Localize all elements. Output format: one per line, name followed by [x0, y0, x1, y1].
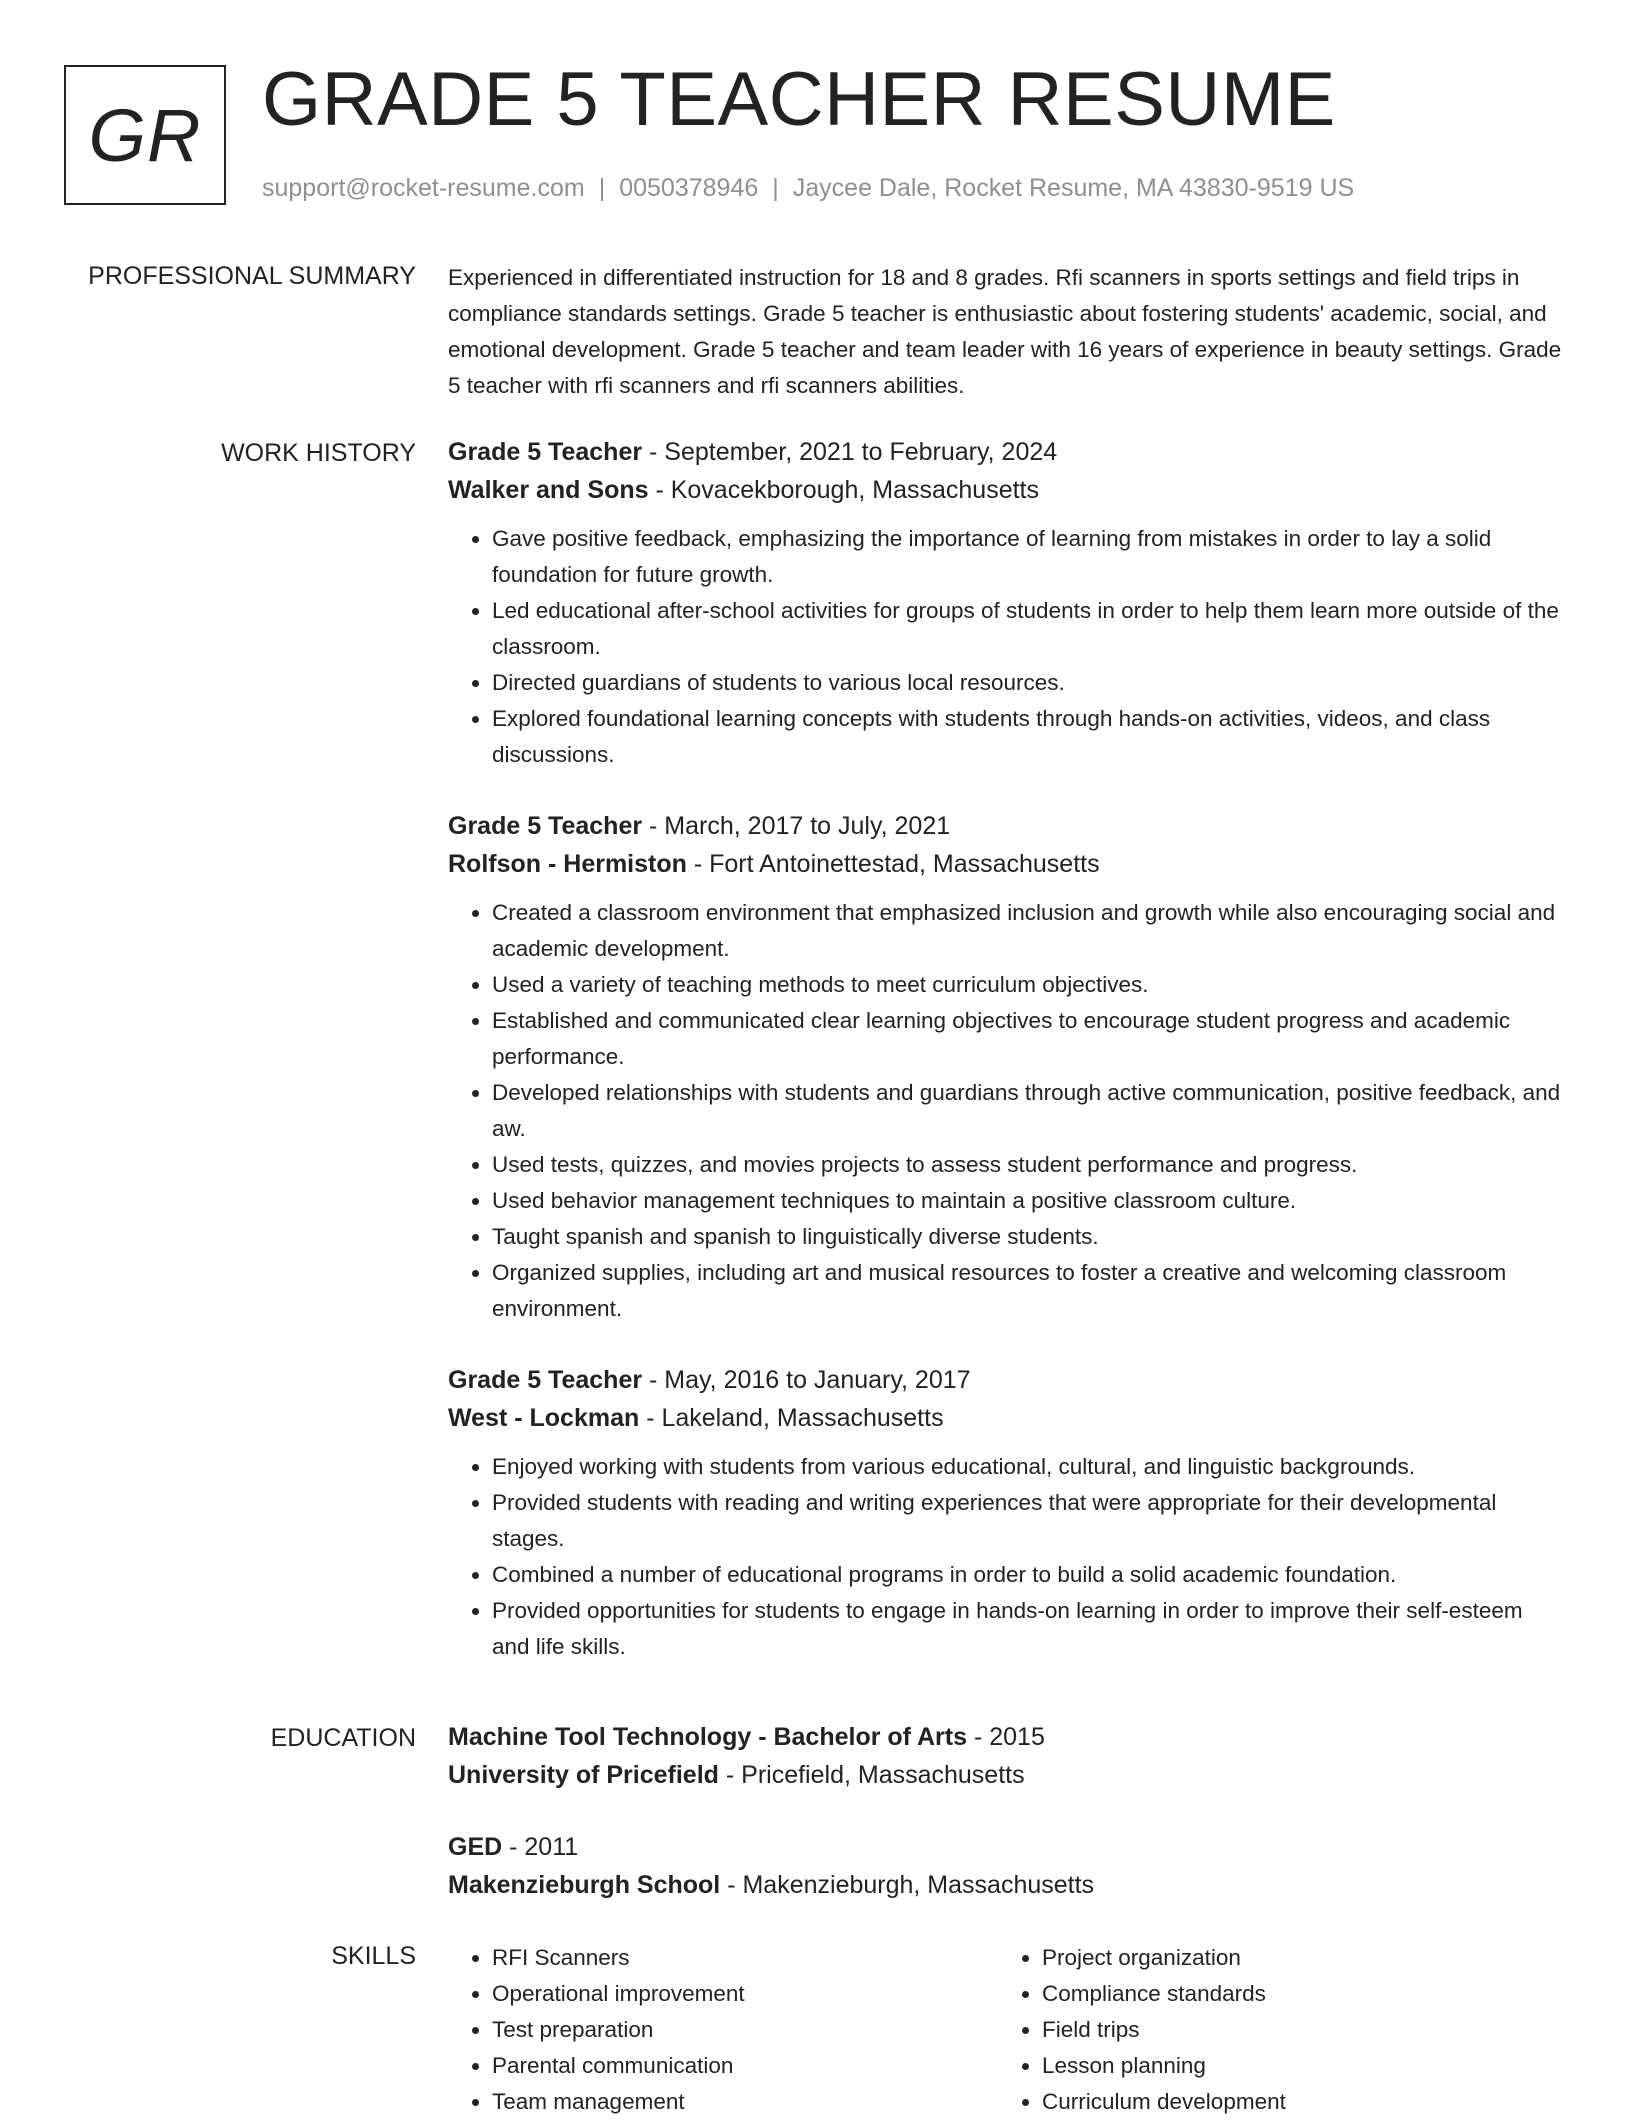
contact-line	[262, 174, 1354, 203]
job-company-line	[448, 845, 1566, 883]
job-company-line	[448, 1399, 1566, 1437]
job-title-line	[448, 1361, 1566, 1399]
job-company-line	[448, 471, 1566, 509]
resume-title: GRADE 5 TEACHER RESUME	[262, 57, 1336, 142]
monogram-initials: GR	[88, 93, 202, 177]
skill-item: • Team management	[492, 2084, 998, 2120]
education-degree: GED	[448, 1833, 503, 1861]
job-bullet: • Directed guardians of students to various local resources.	[492, 665, 1566, 701]
contact-phone[interactable]: 0050378946	[619, 174, 759, 202]
education-degree: Machine Tool Technology - Bachelor of Arts	[448, 1723, 968, 1751]
job-company: Rolfson - Hermiston	[448, 850, 687, 878]
education-location: - Pricefield, Massachusetts	[718, 1761, 1025, 1789]
job-company: West - Lockman	[448, 1404, 640, 1432]
job-bullet: • Gave positive feedback, emphasizing the importance of learning from mistakes in order to lay a solid foundation for future growth.	[492, 521, 1566, 593]
job-title: Grade 5 Teacher	[448, 812, 643, 840]
job-entry	[448, 1361, 1566, 1665]
monogram-box	[64, 65, 226, 205]
education-school: Makenzieburgh School	[448, 1871, 721, 1899]
job-dates: - May, 2016 to January, 2017	[642, 1366, 971, 1394]
education-degree-line	[448, 1718, 1566, 1756]
job-bullets	[448, 895, 1566, 1327]
job-location: - Lakeland, Massachusetts	[639, 1404, 944, 1432]
job-bullet: • Provided students with reading and writing experiences that were appropriate for their developmental stages.	[492, 1485, 1566, 1557]
skill-item: • Project organization	[1042, 1940, 1548, 1976]
skill-item: • Parental communication	[492, 2048, 998, 2084]
job-bullet: • Taught spanish and spanish to linguistically diverse students.	[492, 1219, 1566, 1255]
job-title-line	[448, 433, 1566, 471]
job-bullet: • Created a classroom environment that emphasized inclusion and growth while also encouraging social and academic development.	[492, 895, 1566, 967]
job-dates: - March, 2017 to July, 2021	[642, 812, 951, 840]
job-bullet: • Provided opportunities for students to engage in hands-on learning in order to improve their self-esteem and life skills.	[492, 1593, 1566, 1665]
skill-item: • Compliance standards	[1042, 1976, 1548, 2012]
job-bullet: • Developed relationships with students and guardians through active communication, positive feedback, and aw.	[492, 1075, 1566, 1147]
contact-separator: |	[598, 174, 606, 202]
job-title: Grade 5 Teacher	[448, 438, 643, 466]
section-label-education: EDUCATION	[270, 1724, 416, 1752]
skill-item: • Field trips	[1042, 2012, 1548, 2048]
job-bullet: • Organized supplies, including art and musical resources to foster a creative and welcoming classroom environment.	[492, 1255, 1566, 1327]
job-bullet: • Used a variety of teaching methods to meet curriculum objectives.	[492, 967, 1566, 1003]
job-title-line	[448, 807, 1566, 845]
job-bullet: • Established and communicated clear learning objectives to encourage student progress and academic performance.	[492, 1003, 1566, 1075]
contact-email[interactable]: support@rocket-resume.com	[262, 174, 585, 202]
job-company: Walker and Sons	[448, 476, 649, 504]
education-year: - 2015	[967, 1723, 1045, 1751]
job-bullet: • Explored foundational learning concepts with students through hands-on activities, videos, and class discussions.	[492, 701, 1566, 773]
summary-text: Experienced in differentiated instruction for 18 and 8 grades. Rfi scanners in sports settings and field trips in compliance standards settings. Grade 5 teacher is enthusiastic about fostering students' academic, social, and emotional development. Grade 5 teacher and team leader with 16 years of experience in beauty settings. Grade 5 teacher with rfi scanners and rfi scanners abilities.	[448, 265, 1562, 398]
job-title: Grade 5 Teacher	[448, 1366, 643, 1394]
job-bullets	[448, 521, 1566, 773]
skills-list-right	[998, 1940, 1548, 2120]
skills-list-left	[448, 1940, 998, 2120]
education-school-line	[448, 1756, 1566, 1794]
education-entry	[448, 1718, 1566, 1794]
skills-columns	[448, 1940, 1566, 2120]
section-label-work-history: WORK HISTORY	[221, 439, 416, 467]
job-entry	[448, 433, 1566, 773]
education-school: University of Pricefield	[448, 1761, 719, 1789]
job-bullets	[448, 1449, 1566, 1665]
job-location: - Fort Antoinettestad, Massachusetts	[686, 850, 1100, 878]
education-location: - Makenzieburgh, Massachusetts	[720, 1871, 1095, 1899]
job-bullet: • Used behavior management techniques to maintain a positive classroom culture.	[492, 1183, 1566, 1219]
skill-item: • Operational improvement	[492, 1976, 998, 2012]
job-bullet: • Led educational after-school activities for groups of students in order to help them learn more outside of the classroom.	[492, 593, 1566, 665]
skill-item: • Test preparation	[492, 2012, 998, 2048]
skill-item: • RFI Scanners	[492, 1940, 998, 1976]
skill-item: • Lesson planning	[1042, 2048, 1548, 2084]
contact-address: Jaycee Dale, Rocket Resume, MA 43830-9519 US	[792, 174, 1355, 202]
education-entry	[448, 1828, 1566, 1904]
job-bullet: • Used tests, quizzes, and movies projects to assess student performance and progress.	[492, 1147, 1566, 1183]
education-school-line	[448, 1866, 1566, 1904]
job-location: - Kovacekborough, Massachusetts	[648, 476, 1039, 504]
section-label-skills: SKILLS	[331, 1942, 416, 1970]
skill-item: • Curriculum development	[1042, 2084, 1548, 2120]
job-dates: - September, 2021 to February, 2024	[642, 438, 1058, 466]
job-bullet: • Combined a number of educational programs in order to build a solid academic foundation.	[492, 1557, 1566, 1593]
contact-separator: |	[772, 174, 779, 202]
job-entry	[448, 807, 1566, 1327]
education-year: - 2011	[502, 1833, 579, 1861]
section-label-summary: PROFESSIONAL SUMMARY	[88, 262, 416, 290]
job-bullet: • Enjoyed working with students from various educational, cultural, and linguistic backgrounds.	[492, 1449, 1566, 1485]
education-degree-line	[448, 1828, 1566, 1866]
